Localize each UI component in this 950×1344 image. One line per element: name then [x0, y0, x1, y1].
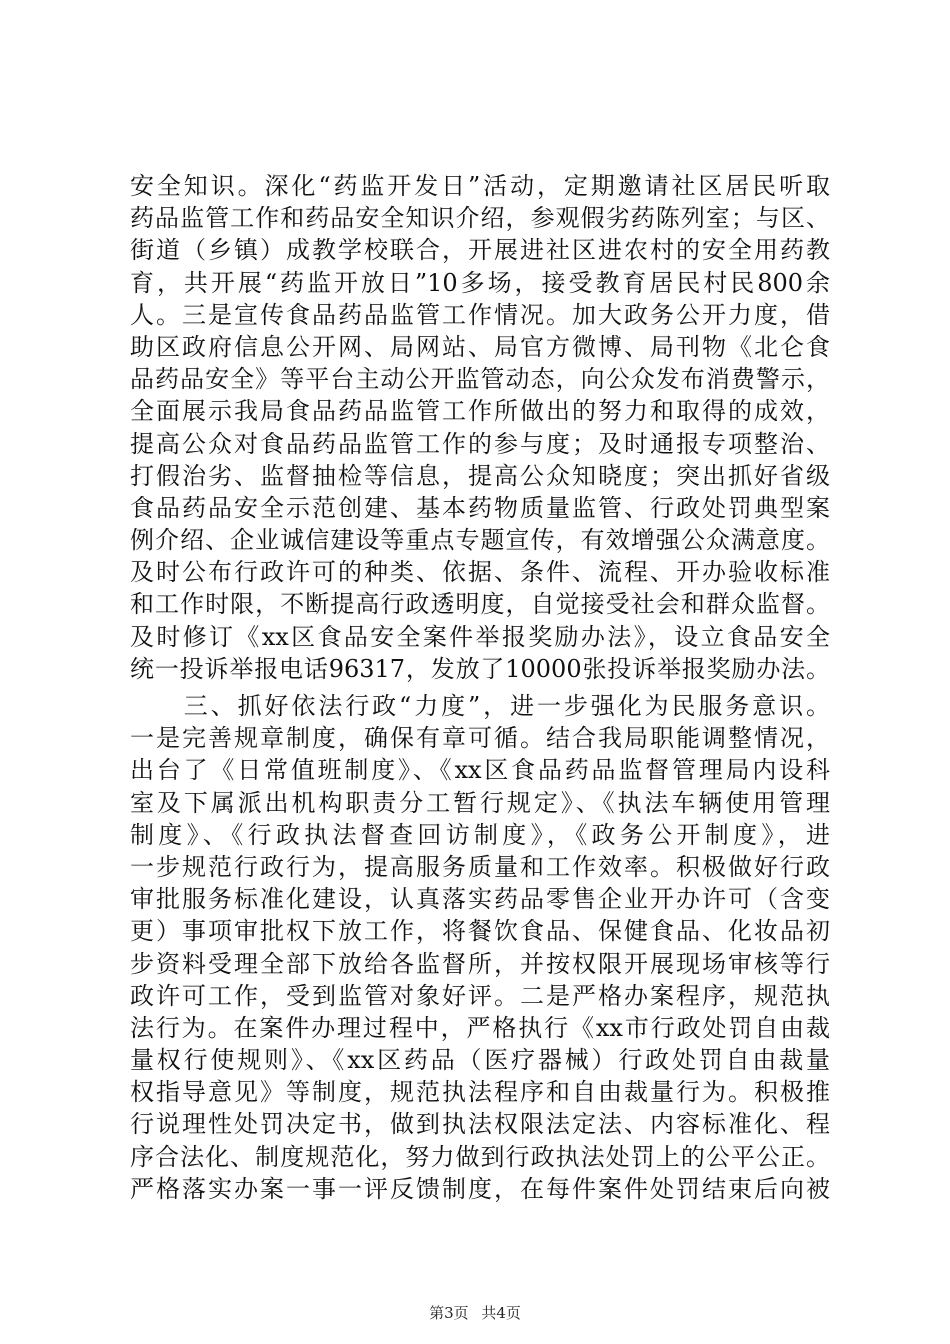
- text-line: 严格落实办案一事一评反馈制度，在每件案件处罚结束后向被: [130, 1174, 830, 1203]
- text-line: 室及下属派出机构职责分工暂行规定》、《执法车辆使用管理: [130, 788, 830, 817]
- text-line: 及时修订《xx区食品安全案件举报奖励办法》，设立食品安全: [130, 622, 830, 651]
- text-line: 安全知识。深化“药监开发日”活动，定期邀请社区居民听取: [130, 172, 830, 200]
- text-line: 三、抓好依法行政“力度”，进一步强化为民服务意识。: [130, 692, 830, 720]
- text-line: 统一投诉举报电话96317，发放了10000张投诉举报奖励办法。: [130, 654, 830, 683]
- paragraph-2: [130, 690, 830, 1205]
- text-line: 打假治劣、监督抽检等信息，提高公众知晓度；突出抓好省级: [130, 461, 830, 490]
- page-number: 第3页: [429, 1304, 469, 1322]
- text-line: 一步规范行政行为，提高服务质量和工作效率。积极做好行政: [130, 852, 830, 881]
- text-line: 助区政府信息公开网、局网站、局官方微博、局刊物《北仑食: [130, 332, 830, 361]
- text-line: 和工作时限，不断提高行政透明度，自觉接受社会和群众监督。: [130, 590, 830, 619]
- text-line: 一是完善规章制度，确保有章可循。结合我局职能调整情况，: [130, 724, 830, 753]
- text-line: 政许可工作，受到监管对象好评。二是严格办案程序，规范执: [130, 981, 830, 1010]
- text-line: 权指导意见》等制度，规范执法程序和自由裁量行为。积极推: [130, 1078, 830, 1107]
- text-line: 法行为。在案件办理过程中，严格执行《xx市行政处罚自由裁: [130, 1013, 830, 1042]
- text-line: 审批服务标准化建设，认真落实药品零售企业开办许可（含变: [130, 885, 830, 914]
- text-line: 全面展示我局食品药品监管工作所做出的努力和取得的成效，: [130, 397, 830, 426]
- text-line: 及时公布行政许可的种类、依据、条件、流程、开办验收标准: [130, 558, 830, 587]
- text-line: 更）事项审批权下放工作，将餐饮食品、保健食品、化妆品初: [130, 917, 830, 946]
- text-line: 育，共开展“药监开放日”10多场，接受教育居民村民800余: [130, 268, 830, 297]
- text-line: 量权行使规则》、《xx区药品（医疗器械）行政处罚自由裁量: [130, 1046, 830, 1075]
- paragraph-1: [130, 170, 830, 685]
- text-line: 出台了《日常值班制度》、《xx区食品药品监督管理局内设科: [130, 756, 830, 785]
- text-line: 例介绍、企业诚信建设等重点专题宣传，有效增强公众满意度。: [130, 526, 830, 555]
- text-line: 品药品安全》等平台主动公开监管动态，向公众发布消费警示，: [130, 365, 830, 394]
- text-line: 药品监管工作和药品安全知识介绍，参观假劣药陈列室；与区、: [130, 204, 830, 233]
- text-line: 步资料受理全部下放给各监督所，并按权限开展现场审核等行: [130, 949, 830, 978]
- text-line: 食品药品安全示范创建、基本药物质量监管、行政处罚典型案: [130, 493, 830, 522]
- text-line: 街道（乡镇）成教学校联合，开展进社区进农村的安全用药教: [130, 236, 830, 265]
- page-total: 共4页: [481, 1304, 521, 1322]
- text-line: 人。三是宣传食品药品监管工作情况。加大政务公开力度，借: [130, 300, 830, 329]
- page-footer: [0, 1302, 950, 1323]
- text-line: 提高公众对食品药品监管工作的参与度；及时通报专项整治、: [130, 429, 830, 458]
- text-line: 制度》、《行政执法督查回访制度》，《政务公开制度》，进: [130, 820, 830, 849]
- text-line: 行说理性处罚决定书，做到执法权限法定法、内容标准化、程: [130, 1110, 830, 1139]
- text-line: 序合法化、制度规范化，努力做到行政执法处罚上的公平公正。: [130, 1142, 830, 1171]
